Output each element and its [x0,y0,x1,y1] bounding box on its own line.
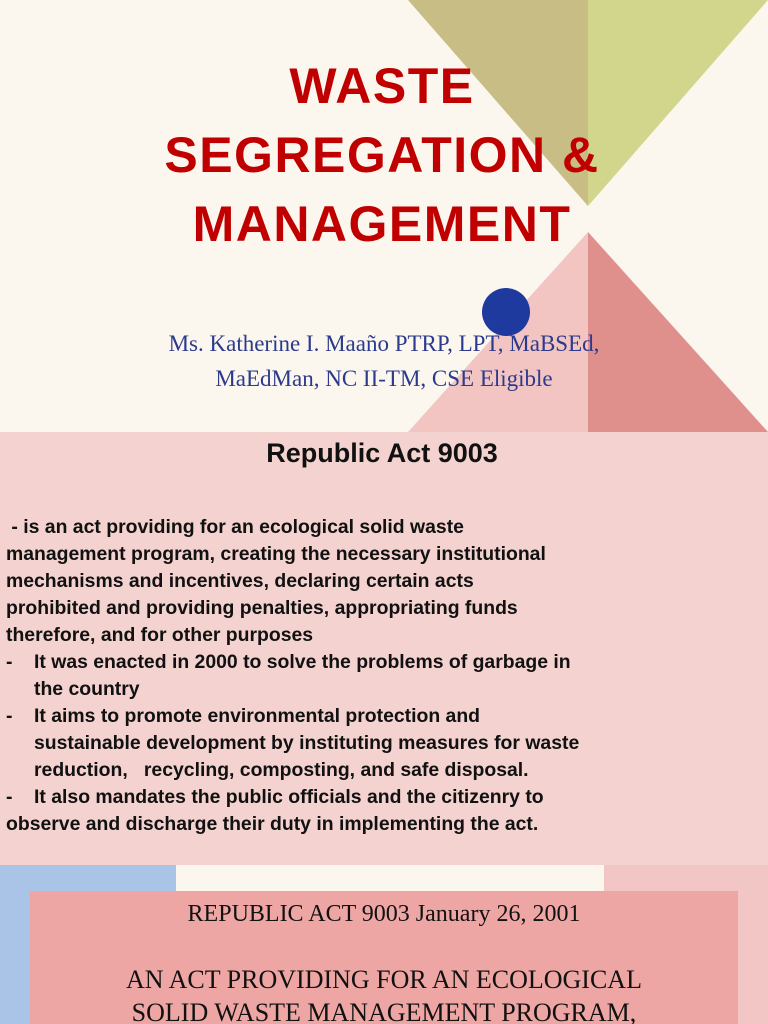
bullet-item [6,649,766,703]
title-line: WASTE [289,58,475,114]
act-title-line: AN ACT PROVIDING FOR AN ECOLOGICAL [126,965,642,994]
bullet-line: It aims to promote environmental protection and [34,705,481,727]
act-title-line: SOLID WASTE MANAGEMENT PROGRAM, [131,998,637,1024]
title-line: SEGREGATION & [164,127,600,183]
slide-body [6,514,766,838]
act-date-line: REPUBLIC ACT 9003 January 26, 2001 [187,901,581,927]
intro-line: management program, creating the necessary institutional [6,543,546,565]
slide-heading: Republic Act 9003 [266,438,498,468]
author-credit [0,326,768,396]
act-text-box [30,891,738,1024]
bullet-item [6,703,766,784]
ra9003-text-slide [0,865,768,1024]
title-slide [0,0,768,432]
intro-line: mechanisms and incentives, declaring certain acts [6,570,474,592]
bullet-line: It was enacted in 2000 to solve the problems of garbage in [34,651,571,673]
intro-line: therefore, and for other purposes [6,624,314,646]
bullet-line: reduction, recycling, composting, and safe disposal. [34,759,529,781]
title-line: MANAGEMENT [192,196,572,252]
bullet-dash: - [6,651,13,673]
bullet-line: sustainable development by instituting measures for waste [34,732,580,754]
intro-line: - is an act providing for an ecological solid waste [6,516,464,538]
bullet-item [6,784,766,811]
bullet-line: the country [34,678,140,700]
bullet-dash: - [6,786,13,808]
author-line: Ms. Katherine I. Maaño PTRP, LPT, MaBSEd, [168,331,600,356]
bullet-line: It also mandates the public officials and the citizenry to [34,786,544,808]
bullet-dash: - [6,705,13,727]
act-title [30,963,738,1024]
intro-line: prohibited and providing penalties, appropriating funds [6,597,518,619]
author-line: MaEdMan, NC II-TM, CSE Eligible [215,366,553,391]
presentation-title [0,52,764,259]
ra9003-slide [0,432,768,865]
continuation-line: observe and discharge their duty in implementing the act. [6,813,539,835]
